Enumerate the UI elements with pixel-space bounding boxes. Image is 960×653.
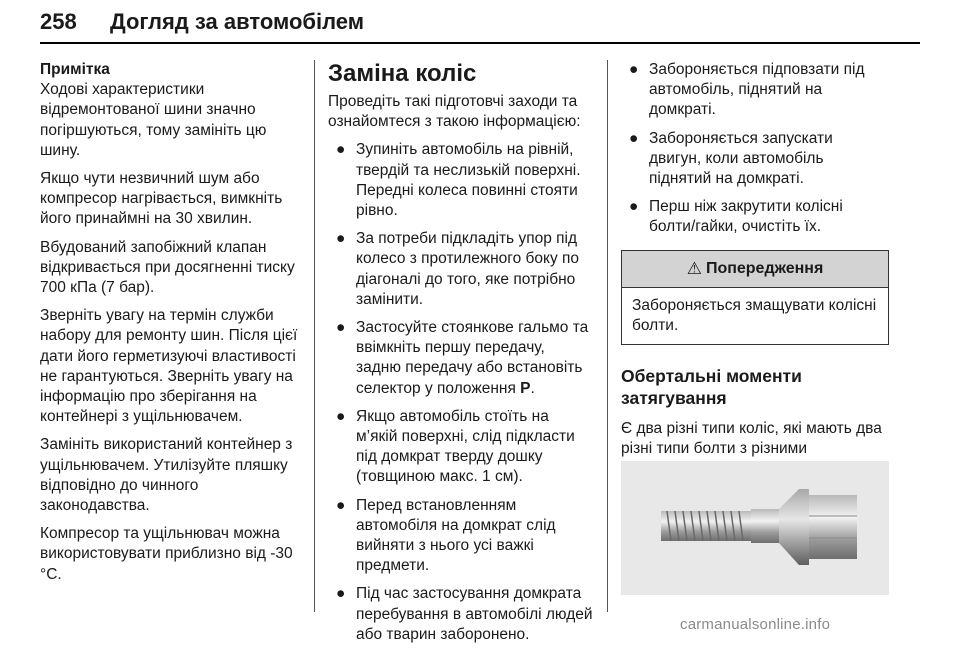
bullet-icon: ● bbox=[336, 585, 346, 603]
list-item-text: Забороняється підповзати під автомобіль, піднятий на домкраті. bbox=[649, 61, 865, 119]
list-item bbox=[328, 584, 594, 645]
column-left bbox=[40, 60, 302, 593]
note-title: Примітка bbox=[40, 61, 110, 78]
bullet-icon: ● bbox=[336, 407, 346, 425]
bullet-icon: ● bbox=[629, 129, 639, 147]
list-item bbox=[621, 197, 889, 237]
list-item-text: Під час застосування домкрата перебування в автомобілі людей або тварин заборонено. bbox=[356, 585, 593, 643]
section-heading-torque: Обертальні моменти затягування bbox=[621, 366, 802, 409]
wheel-bolt-illustration bbox=[621, 461, 889, 595]
header-title: Догляд за автомобілем bbox=[110, 9, 365, 34]
list-item bbox=[328, 229, 594, 310]
section-intro: Проведіть такі підготовчі заходи та ознайомтеся з такою інформацією: bbox=[328, 93, 581, 131]
warning-box bbox=[621, 250, 889, 345]
list-item-text: Перед встановленням автомобіля на домкрат слід вийняти з нього усі важкі предмети. bbox=[356, 496, 556, 575]
bullet-icon: ● bbox=[629, 61, 639, 78]
note-paragraph-4: Зверніть увагу на термін служби набору для ремонту шин. Після цієї дати його герметизуючі властивості не гарантуються. Зверніть увагу на інформацію про зберігання на контейнері з ущільнювачем. bbox=[40, 307, 298, 426]
list-item bbox=[328, 496, 594, 577]
warning-title: Попередження bbox=[705, 259, 824, 277]
bullet-icon: ● bbox=[336, 141, 346, 159]
note-paragraph-6: Компресор та ущільнювач можна використовувати приблизно від -30 °C. bbox=[40, 525, 293, 583]
column-divider-2 bbox=[607, 60, 608, 612]
bullet-icon: ● bbox=[336, 496, 346, 514]
note-paragraph-5: Замініть використаний контейнер з ущільнювачем. Утилізуйте пляшку відповідно до чинного законодавства. bbox=[40, 436, 293, 515]
safety-list bbox=[621, 60, 889, 238]
list-item bbox=[621, 60, 889, 121]
note-paragraph-2: Якщо чути незвичний шум або компресор нагрівається, вимкніть його принаймні на 30 хвилин. bbox=[40, 170, 283, 228]
bullet-icon: ● bbox=[336, 319, 346, 337]
list-item-text: Забороняється запускати двигун, коли автомобіль піднятий на домкраті. bbox=[649, 129, 833, 188]
warning-text: Забороняється змащувати колісні болти. bbox=[632, 296, 877, 334]
section-heading-wheel-change: Заміна коліс bbox=[328, 60, 477, 87]
wheel-bolt-icon bbox=[621, 461, 889, 595]
list-item-text-position: положення bbox=[437, 379, 516, 397]
bullet-icon: ● bbox=[336, 230, 346, 248]
header-rule bbox=[40, 42, 920, 44]
torque-paragraph: Є два різні типи коліс, які мають два різні типи болти з різними bbox=[621, 420, 882, 458]
note-paragraph-1: Ходові характеристики відремонтованої шини значно погіршуються, тому замініть цю шину. bbox=[40, 81, 267, 159]
list-item-text: За потреби підкладіть упор під колесо з протилежного боку по діагоналі до того, яке потрібно замінити. bbox=[356, 230, 580, 308]
column-middle bbox=[328, 60, 594, 653]
note-paragraph-3: Вбудований запобіжний клапан відкривається при досягненні тиску 700 кПа (7 бар). bbox=[40, 238, 295, 297]
list-item bbox=[328, 318, 594, 399]
gear-position-p: P bbox=[520, 379, 531, 397]
page-number: 258 bbox=[40, 9, 77, 34]
column-right bbox=[621, 60, 889, 508]
list-item bbox=[328, 407, 594, 488]
column-divider-1 bbox=[314, 60, 315, 612]
watermark: carmanualsonline.info bbox=[680, 616, 831, 633]
preparation-list bbox=[328, 140, 594, 645]
list-item bbox=[621, 129, 889, 190]
warning-triangle-icon: ⚠ bbox=[686, 258, 702, 278]
bullet-icon: ● bbox=[629, 198, 639, 216]
list-item-text: Перш ніж закрутити колісні болти/гайки, очистіть їх. bbox=[649, 198, 843, 236]
list-item-text: Зупиніть автомобіль на рівній, твердій та неслизькій поверхні. Передні колеса повинні стояти рівно. bbox=[356, 141, 581, 220]
list-item bbox=[328, 140, 594, 221]
list-item-text-parking: Застосуйте стоянкове гальмо та ввімкніть першу передачу, задню передачу або встановіть селектор у положення P. bbox=[356, 319, 589, 397]
warning-header bbox=[622, 251, 888, 288]
list-item-text: Якщо автомобіль стоїть на м’якій поверхні, слід підкласти під домкрат тверду дошку (товщиною макс. 1 см). bbox=[356, 407, 575, 486]
